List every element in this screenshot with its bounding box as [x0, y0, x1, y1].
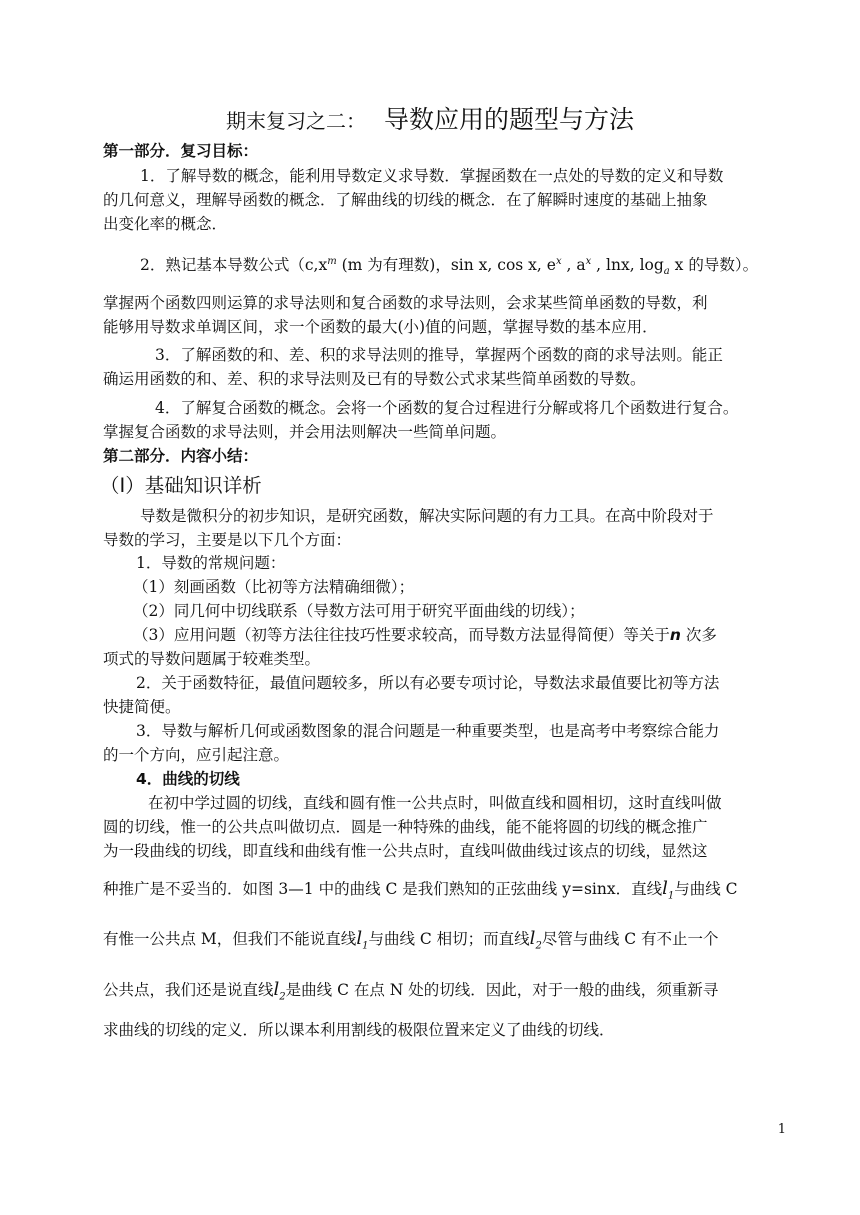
- subscript-a: a: [663, 266, 670, 278]
- sub-item-3: [133, 624, 717, 646]
- t5-text-a: 有惟一公共点 M，但我们不能说直线: [103, 930, 357, 948]
- sub3-text-a: （3）应用问题（初等方法往往技巧性要求较高，而导数方法显得简便）等关于: [133, 626, 670, 644]
- l1-subscript: 1: [362, 940, 369, 952]
- l-letter: l: [356, 928, 363, 949]
- item3-line2: 的一个方向，应引起注意。: [103, 746, 290, 764]
- item3-line1: 3．导数与解析几何或函数图象的混合问题是一种重要类型，也是高考中考察综合能力: [136, 722, 720, 740]
- goal2-text-b: (m 为有理数)，sin x, cos x, e: [336, 256, 556, 274]
- goal4-line1: 4．了解复合函数的概念。会将一个函数的复合过程进行分解或将几个函数进行复合。: [155, 399, 739, 417]
- goal2-text-c: , a: [561, 256, 586, 274]
- line-l2-symbol: [529, 928, 542, 952]
- tangent-line6: [103, 979, 718, 1001]
- l1-subscript: 1: [667, 890, 675, 902]
- t6-text-b: 是曲线 C 在点 N 处的切线．因此，对于一般的曲线，须重新寻: [285, 981, 719, 999]
- page-number: 1: [777, 1122, 786, 1137]
- exponent-x-1: x: [555, 255, 562, 267]
- l2-subscript: 2: [279, 991, 286, 1003]
- tangent-line3: 为一段曲线的切线，即直线和曲线有惟一公共点时，直线叫做曲线过该点的切线，显然这: [103, 842, 708, 860]
- goal2-text-d: , lnx, log: [591, 256, 664, 274]
- line-l1-symbol: [662, 878, 675, 902]
- goal1-line2: 的几何意义，理解导函数的概念．了解曲线的切线的概念．在了解瞬时速度的基础上抽象: [103, 191, 708, 209]
- part2-heading: 第二部分．内容小结：: [103, 447, 259, 465]
- sub-item-2: （2）同几何中切线联系（导数方法可用于研究平面曲线的切线）；: [133, 602, 585, 620]
- goal2-cont-line2: 能够用导数求单调区间，求一个函数的最大(小)值的问题，掌握导数的基本应用．: [103, 318, 658, 336]
- goal2-formula-line: [140, 254, 758, 276]
- t5-text-b: 与曲线 C 相切；而直线: [368, 930, 530, 948]
- variable-n: n: [669, 626, 681, 644]
- l-letter: l: [529, 928, 536, 949]
- title-prefix: 期末复习之二：: [225, 109, 366, 133]
- goal1-line3: 出变化率的概念．: [103, 215, 228, 233]
- tangent-line7: 求曲线的切线的定义．所以课本利用割线的极限位置来定义了曲线的切线．: [103, 1021, 615, 1039]
- goal2-text-e: x 的导数）。: [669, 256, 759, 274]
- line-l1-symbol: [356, 928, 369, 952]
- sub-item-3-cont: 项式的导数问题属于较难类型。: [103, 650, 321, 668]
- goal2-text-a: 2．熟记基本导数公式（c,x: [140, 256, 328, 274]
- t6-text-a: 公共点，我们还是说直线: [103, 981, 274, 999]
- intro-line2: 导数的学习，主要是以下几个方面：: [103, 531, 352, 549]
- section-heading: （Ⅰ）基础知识详析: [100, 474, 262, 497]
- t4-text-a: 种推广是不妥当的．如图 3—1 中的曲线 C 是我们熟知的正弦曲线 y=sinx．直线: [103, 880, 663, 898]
- goal1-line1: 1．了解导数的概念，能利用导数定义求导数．掌握函数在一点处的导数的定义和导数: [140, 167, 724, 185]
- l2-subscript: 2: [535, 940, 542, 952]
- tangent-line1: 在初中学过圆的切线，直线和圆有惟一公共点时，叫做直线和圆相切，这时直线叫做: [148, 794, 722, 812]
- tangent-line4: [103, 878, 738, 900]
- tangent-line2: 圆的切线，惟一的公共点叫做切点．圆是一种特殊的曲线，能不能将圆的切线的概念推广: [103, 818, 708, 836]
- goal3-line1: 3．了解函数的和、差、积的求导法则的推导，掌握两个函数的商的求导法则。能正: [155, 346, 723, 364]
- part1-heading: 第一部分．复习目标：: [103, 142, 259, 160]
- item2-line1: 2．关于函数特征，最值问题较多，所以有必要专项讨论，导数法求最值要比初等方法: [136, 674, 720, 692]
- goal3-line2: 确运用函数的和、差、积的求导法则及已有的导数公式求某些简单函数的导数。: [103, 370, 646, 388]
- sub-item-1: （1）刻画函数（比初等方法精确细微）；: [133, 578, 415, 596]
- goal4-line2: 掌握复合函数的求导法则，并会用法则解决一些简单问题。: [103, 423, 507, 441]
- item4-heading: 4．曲线的切线: [136, 770, 240, 788]
- l-letter: l: [273, 979, 280, 1000]
- line-l2-symbol: [273, 979, 286, 1003]
- item2-line2: 快捷简便。: [103, 698, 181, 716]
- exponent-x-2: x: [585, 255, 592, 267]
- t4-text-b: 与曲线 C: [674, 880, 738, 898]
- item1-heading: 1．导数的常规问题：: [136, 554, 286, 572]
- page-title: [0, 100, 860, 136]
- t5-text-c: 尽管与曲线 C 有不止一个: [541, 930, 719, 948]
- intro-line1: 导数是微积分的初步知识，是研究函数，解决实际问题的有力工具。在高中阶段对于: [140, 507, 714, 525]
- title-main: 导数应用的题型与方法: [383, 105, 634, 134]
- tangent-line5: [103, 928, 719, 950]
- l-letter: l: [662, 878, 668, 899]
- sub3-text-b: 次多: [680, 626, 717, 644]
- exponent-m: m: [327, 255, 337, 267]
- goal2-cont-line1: 掌握两个函数四则运算的求导法则和复合函数的求导法则，会求某些简单函数的导数，利: [103, 294, 708, 312]
